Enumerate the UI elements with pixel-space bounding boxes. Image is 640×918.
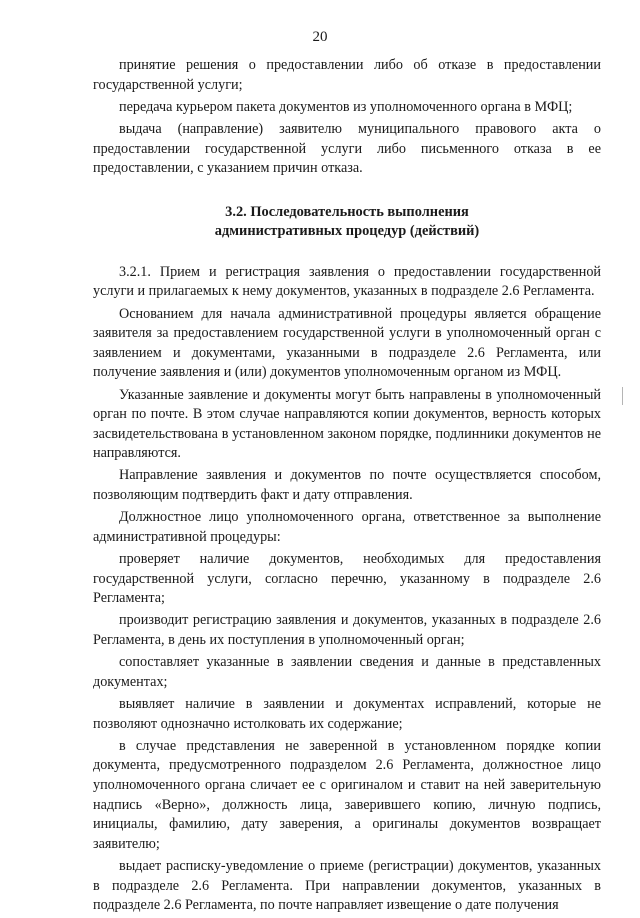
margin-mark — [622, 387, 623, 405]
section-heading-line: 3.2. Последовательность выполнения — [225, 203, 469, 220]
paragraph: проверяет наличие документов, необходимых для предоставления государственной услуги, согласно перечню, указанному в подразделе 2.6 Регламента; — [93, 551, 601, 607]
section-heading-line: административных процедур (действий) — [214, 222, 480, 239]
paragraph: сопоставляет указанные в заявлении сведения и данные в представленных документах; — [93, 654, 601, 690]
paragraph: Основанием для начала административной процедуры является обращение заявителя за предоставлением государственной услуги в уполномоченный орган с заявлением и документами, указанными в подразделе 2.6 Регламента, или получение заявления и (или) документов уполномоченным органом из МФЦ. — [93, 305, 601, 381]
paragraph: выдача (направление) заявителю муниципального правового акта о предоставлении государственной услуги либо письменного отказа в ее предоставлении, с указанием причин отказа. — [93, 120, 601, 177]
paragraph: 3.2.1. Прием и регистрация заявления о предоставлении государственной услуги и прилагаемых к нему документов, указанных в подразделе 2.6 Регламента. — [93, 263, 601, 300]
paragraph: принятие решения о предоставлении либо об отказе в предоставлении государственной услуги; — [93, 57, 601, 93]
section-heading — [93, 203, 601, 241]
paragraph: Указанные заявление и документы могут быть направлены в уполномоченный орган по почте. В этом случае направляются копии документов, верность которых засвидетельствована в установленном законом порядке, подлинники документов не направляются. — [93, 386, 601, 462]
paragraph: производит регистрацию заявления и документов, указанных в подразделе 2.6 Регламента, в день их поступления в уполномоченный орган; — [93, 612, 601, 648]
paragraph: выявляет наличие в заявлении и документах исправлений, которые не позволяют однозначно истолковать их содержание; — [93, 695, 601, 732]
paragraph: Должностное лицо уполномоченного органа, ответственное за выполнение административной процедуры: — [93, 509, 601, 545]
paragraph: в случае представления не заверенной в установленном порядке копии документа, предусмотренного подразделом 2.6 Регламента, должностное лицо уполномоченного органа сличает ее с оригиналом и ставит на ней заверительную надпись «Верно», должность лица, заверившего копию, личную подпись, инициалы, фамилию, дату заверения, а оригиналы документов возвращает заявителю; — [93, 737, 601, 852]
paragraph: Направление заявления и документов по почте осуществляется способом, позволяющим подтвердить факт и дату отправления. — [93, 467, 601, 504]
paragraph: передача курьером пакета документов из уполномоченного органа в МФЦ; — [119, 98, 573, 115]
document-body — [93, 56, 601, 918]
paragraph: выдает расписку-уведомление о приеме (регистрации) документов, указанных в подразделе 2.6 Регламента. При направлении документов, указанных в подразделе 2.6 Регламента, по почте направляет извещение о дате получения — [93, 857, 601, 914]
page-number: 20 — [312, 29, 328, 45]
